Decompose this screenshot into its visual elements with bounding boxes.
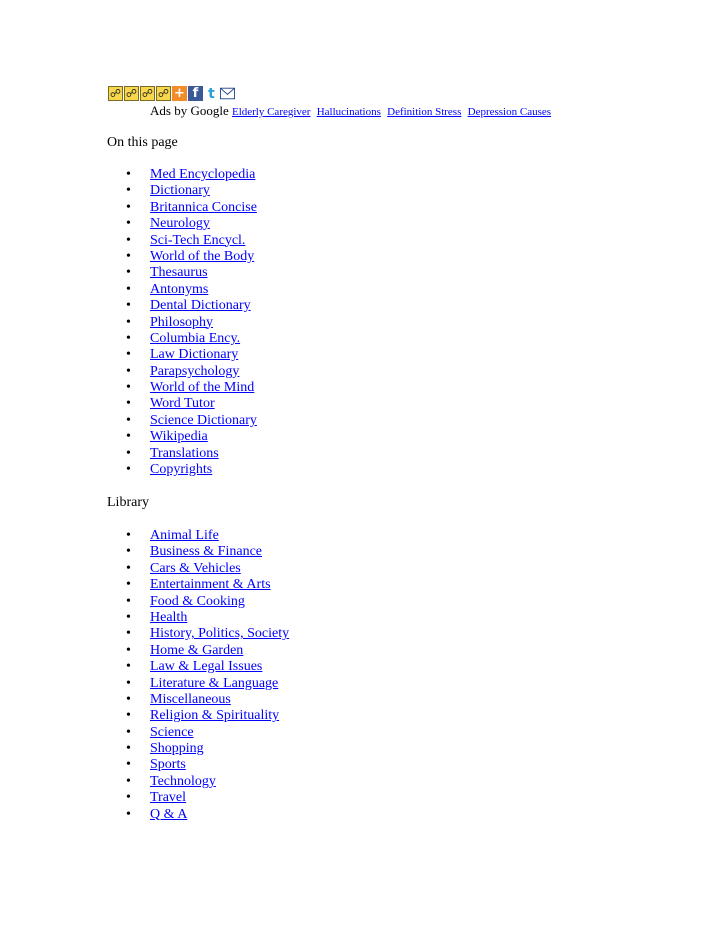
list-item	[110, 528, 289, 544]
list-item-link[interactable]: Food & Cooking	[150, 593, 245, 609]
list-item	[110, 774, 289, 790]
list-item	[110, 347, 257, 363]
share-icon[interactable]: ☍	[109, 87, 122, 100]
list-item-link[interactable]: Shopping	[150, 741, 204, 757]
list-item-link[interactable]: Copyrights	[150, 462, 213, 478]
list-item-link[interactable]: Dictionary	[150, 183, 210, 199]
list-item	[110, 380, 257, 396]
list-item-link[interactable]: Miscellaneous	[150, 691, 231, 707]
list-item	[110, 200, 257, 216]
list-item	[110, 626, 289, 642]
list-item-link[interactable]: Sports	[150, 757, 186, 773]
plus-icon[interactable]: +	[172, 86, 187, 101]
list-item-link[interactable]: Med Encyclopedia	[150, 167, 256, 182]
list-item-link[interactable]: Science Dictionary	[150, 412, 257, 428]
ad-link[interactable]: Depression Causes	[467, 106, 552, 118]
list-item-link[interactable]: Columbia Ency.	[150, 330, 241, 346]
twitter-icon[interactable]: t	[204, 86, 219, 101]
facebook-icon[interactable]: f	[188, 86, 203, 101]
list-item-link[interactable]: Dental Dictionary	[150, 298, 251, 314]
list-item-link[interactable]: History, Politics, Society	[150, 626, 290, 642]
library-list	[110, 528, 289, 823]
list-item	[110, 233, 257, 249]
email-icon[interactable]	[220, 86, 235, 101]
list-item-link[interactable]: Translations	[150, 445, 219, 461]
list-item-link[interactable]: Home & Garden	[150, 642, 244, 658]
ad-link[interactable]: Definition Stress	[387, 106, 462, 118]
list-item-link[interactable]: World of the Body	[150, 248, 255, 264]
ad-link[interactable]: Hallucinations	[316, 106, 381, 118]
list-item	[110, 216, 257, 232]
list-item-link[interactable]: Religion & Spirituality	[150, 708, 280, 724]
share-toolbar	[108, 86, 235, 101]
list-item	[110, 725, 289, 741]
list-item	[110, 364, 257, 380]
library-heading: Library	[107, 495, 149, 510]
list-item-link[interactable]: Britannica Concise	[150, 199, 257, 215]
list-item	[110, 790, 289, 806]
share-icon[interactable]: ☍	[141, 87, 154, 100]
list-item-link[interactable]: Cars & Vehicles	[150, 560, 241, 576]
list-item-link[interactable]: Wikipedia	[150, 429, 208, 445]
list-item	[110, 167, 257, 183]
list-item-link[interactable]: Neurology	[150, 216, 210, 232]
list-item	[110, 462, 257, 478]
list-item	[110, 577, 289, 593]
list-item-link[interactable]: Business & Finance	[150, 544, 262, 560]
list-item-link[interactable]: Travel	[150, 790, 187, 806]
ads-label: Ads by Google	[150, 103, 229, 118]
list-item	[110, 757, 289, 773]
share-icon[interactable]: ☍	[157, 87, 170, 100]
list-item-link[interactable]: Philosophy	[150, 314, 214, 330]
list-item	[110, 807, 289, 823]
list-item	[110, 544, 289, 560]
list-item-link[interactable]: Entertainment & Arts	[150, 577, 271, 593]
list-item-link[interactable]: Science	[150, 724, 194, 740]
list-item	[110, 282, 257, 298]
list-item	[110, 610, 289, 626]
list-item-link[interactable]: Parapsychology	[150, 363, 240, 379]
list-item-link[interactable]: Health	[150, 609, 188, 625]
on-this-page-list	[110, 167, 257, 478]
list-item-link[interactable]: Thesaurus	[150, 265, 208, 281]
list-item-link[interactable]: Sci-Tech Encycl.	[150, 232, 246, 248]
ad-link[interactable]: Elderly Caregiver	[231, 106, 311, 118]
list-item-link[interactable]: Antonyms	[150, 281, 209, 297]
list-item-link[interactable]: Q & A	[150, 806, 188, 822]
list-item	[110, 561, 289, 577]
ads-bar	[150, 103, 554, 119]
list-item	[110, 249, 257, 265]
list-item-link[interactable]: Word Tutor	[150, 396, 215, 412]
list-item-link[interactable]: World of the Mind	[150, 380, 255, 396]
on-this-page-heading: On this page	[107, 135, 178, 150]
list-item	[110, 331, 257, 347]
list-item	[110, 298, 257, 314]
list-item	[110, 692, 289, 708]
list-item	[110, 183, 257, 199]
list-item	[110, 741, 289, 757]
list-item	[110, 594, 289, 610]
list-item-link[interactable]: Law & Legal Issues	[150, 659, 263, 675]
list-item	[110, 315, 257, 331]
list-item-link[interactable]: Technology	[150, 773, 216, 789]
list-item	[110, 643, 289, 659]
list-item	[110, 413, 257, 429]
list-item	[110, 446, 257, 462]
list-item-link[interactable]: Law Dictionary	[150, 347, 239, 363]
list-item	[110, 429, 257, 445]
list-item	[110, 659, 289, 675]
share-icon[interactable]: ☍	[125, 87, 138, 100]
list-item-link[interactable]: Animal Life	[150, 528, 219, 543]
list-item	[110, 396, 257, 412]
list-item	[110, 265, 257, 281]
list-item-link[interactable]: Literature & Language	[150, 675, 279, 691]
list-item	[110, 708, 289, 724]
list-item	[110, 676, 289, 692]
